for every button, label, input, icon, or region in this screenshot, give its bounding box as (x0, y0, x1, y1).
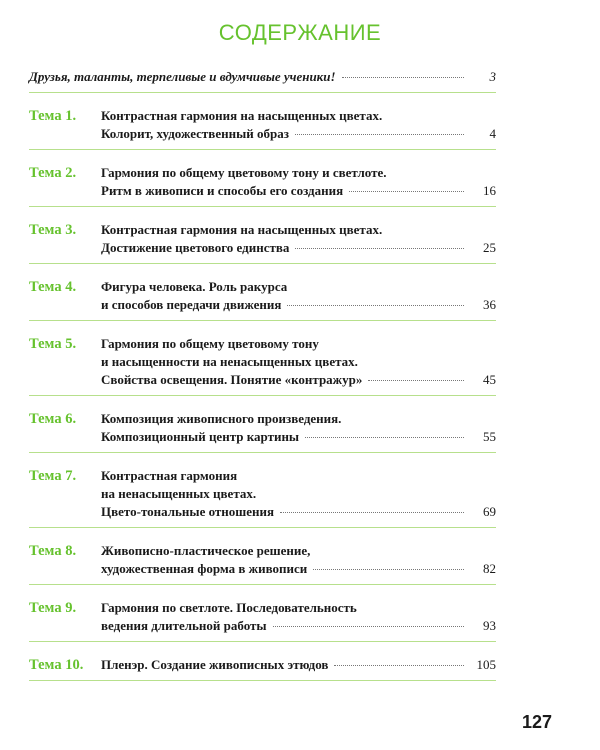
dot-leader (273, 626, 464, 627)
toc-entry-page: 105 (476, 657, 496, 672)
toc-entry-label: Тема 10. (29, 657, 84, 673)
dot-leader (295, 134, 464, 135)
dot-leader (305, 437, 464, 438)
toc-entry-page: 4 (489, 126, 496, 141)
toc-entry-text-line: Контрастная гармония на насыщенных цветах. (101, 108, 383, 123)
toc-entry-5[interactable] (29, 331, 496, 396)
toc-entry-page: 3 (489, 69, 496, 84)
toc-entry-text-line: Композиционный центр картины (101, 429, 300, 444)
toc-entry-text-line: Свойства освещения. Понятие «контражур» (101, 372, 363, 387)
toc-entry-text-line: Гармония по общему цветовому тону (101, 336, 319, 351)
toc-entry-text-line: ведения длительной работы (101, 618, 267, 633)
toc-entry-4[interactable] (29, 274, 496, 321)
toc-entry-label: Тема 3. (29, 222, 77, 238)
toc-entry-2[interactable] (29, 160, 496, 207)
toc-entry-text-line: и способов передачи движения (101, 297, 282, 312)
toc-entry-intro[interactable] (29, 64, 496, 93)
toc-entry-label: Тема 2. (29, 165, 77, 181)
toc-entry-label: Тема 5. (29, 336, 77, 352)
page-number: 127 (521, 712, 552, 732)
toc-entry-10[interactable] (29, 652, 496, 681)
toc-entry-label: Тема 1. (29, 108, 77, 124)
toc-entry-3[interactable] (29, 217, 496, 264)
toc-entry-page: 69 (483, 504, 496, 519)
toc-entry-label: Тема 8. (29, 543, 77, 559)
toc-entry-text-line: Цвето-тональные отношения (101, 504, 275, 519)
toc-entry-text-line: Контрастная гармония (101, 468, 238, 483)
toc-entry-text-line: Ритм в живописи и способы его создания (101, 183, 344, 198)
toc-entry-label: Тема 7. (29, 468, 77, 484)
toc-entry-text-line: Гармония по светлоте. Последовательность (101, 600, 357, 615)
dot-leader (295, 248, 464, 249)
dot-leader (313, 569, 464, 570)
toc-entry-text-line: Композиция живописного произведения. (101, 411, 342, 426)
table-of-contents (29, 64, 496, 691)
toc-entry-text-line: Колорит, художественный образ (101, 126, 289, 141)
toc-entry-text: Друзья, таланты, терпеливые и вдумчивые ученики! (29, 69, 336, 84)
toc-entry-page: 93 (483, 618, 496, 633)
toc-entry-label: Тема 6. (29, 411, 77, 427)
toc-entry-label: Тема 9. (29, 600, 77, 616)
dot-leader (287, 305, 464, 306)
toc-entry-9[interactable] (29, 595, 496, 642)
toc-entry-page: 55 (483, 429, 496, 444)
toc-entry-page: 16 (483, 183, 496, 198)
toc-entry-page: 45 (483, 372, 496, 387)
dot-leader (280, 512, 464, 513)
toc-entry-page: 82 (483, 561, 496, 576)
toc-entry-page: 36 (483, 297, 496, 312)
page-title: СОДЕРЖАНИЕ (218, 20, 382, 45)
toc-entry-8[interactable] (29, 538, 496, 585)
toc-entry-page: 25 (483, 240, 496, 255)
toc-entry-text-line: Пленэр. Создание живописных этюдов (101, 657, 329, 672)
toc-entry-text-line: Гармония по общему цветовому тону и светлоте. (101, 165, 387, 180)
toc-entry-1[interactable] (29, 103, 496, 150)
toc-entry-text-line: и насыщенности на ненасыщенных цветах. (101, 354, 358, 369)
dot-leader (368, 380, 464, 381)
toc-entry-label: Тема 4. (29, 279, 77, 295)
toc-entry-text-line: Контрастная гармония на насыщенных цветах. (101, 222, 383, 237)
toc-entry-text-line: Фигура человека. Роль ракурса (101, 279, 288, 294)
toc-entry-7[interactable] (29, 463, 496, 528)
toc-entry-text-line: Достижение цветового единства (101, 240, 290, 255)
dot-leader (334, 665, 464, 666)
toc-entry-text-line: художественная форма в живописи (101, 561, 308, 576)
toc-entry-6[interactable] (29, 406, 496, 453)
dot-leader (349, 191, 464, 192)
toc-entry-text-line: Живописно-пластическое решение, (101, 543, 311, 558)
dot-leader (342, 77, 464, 78)
toc-entry-text-line: на ненасыщенных цветах. (101, 486, 257, 501)
